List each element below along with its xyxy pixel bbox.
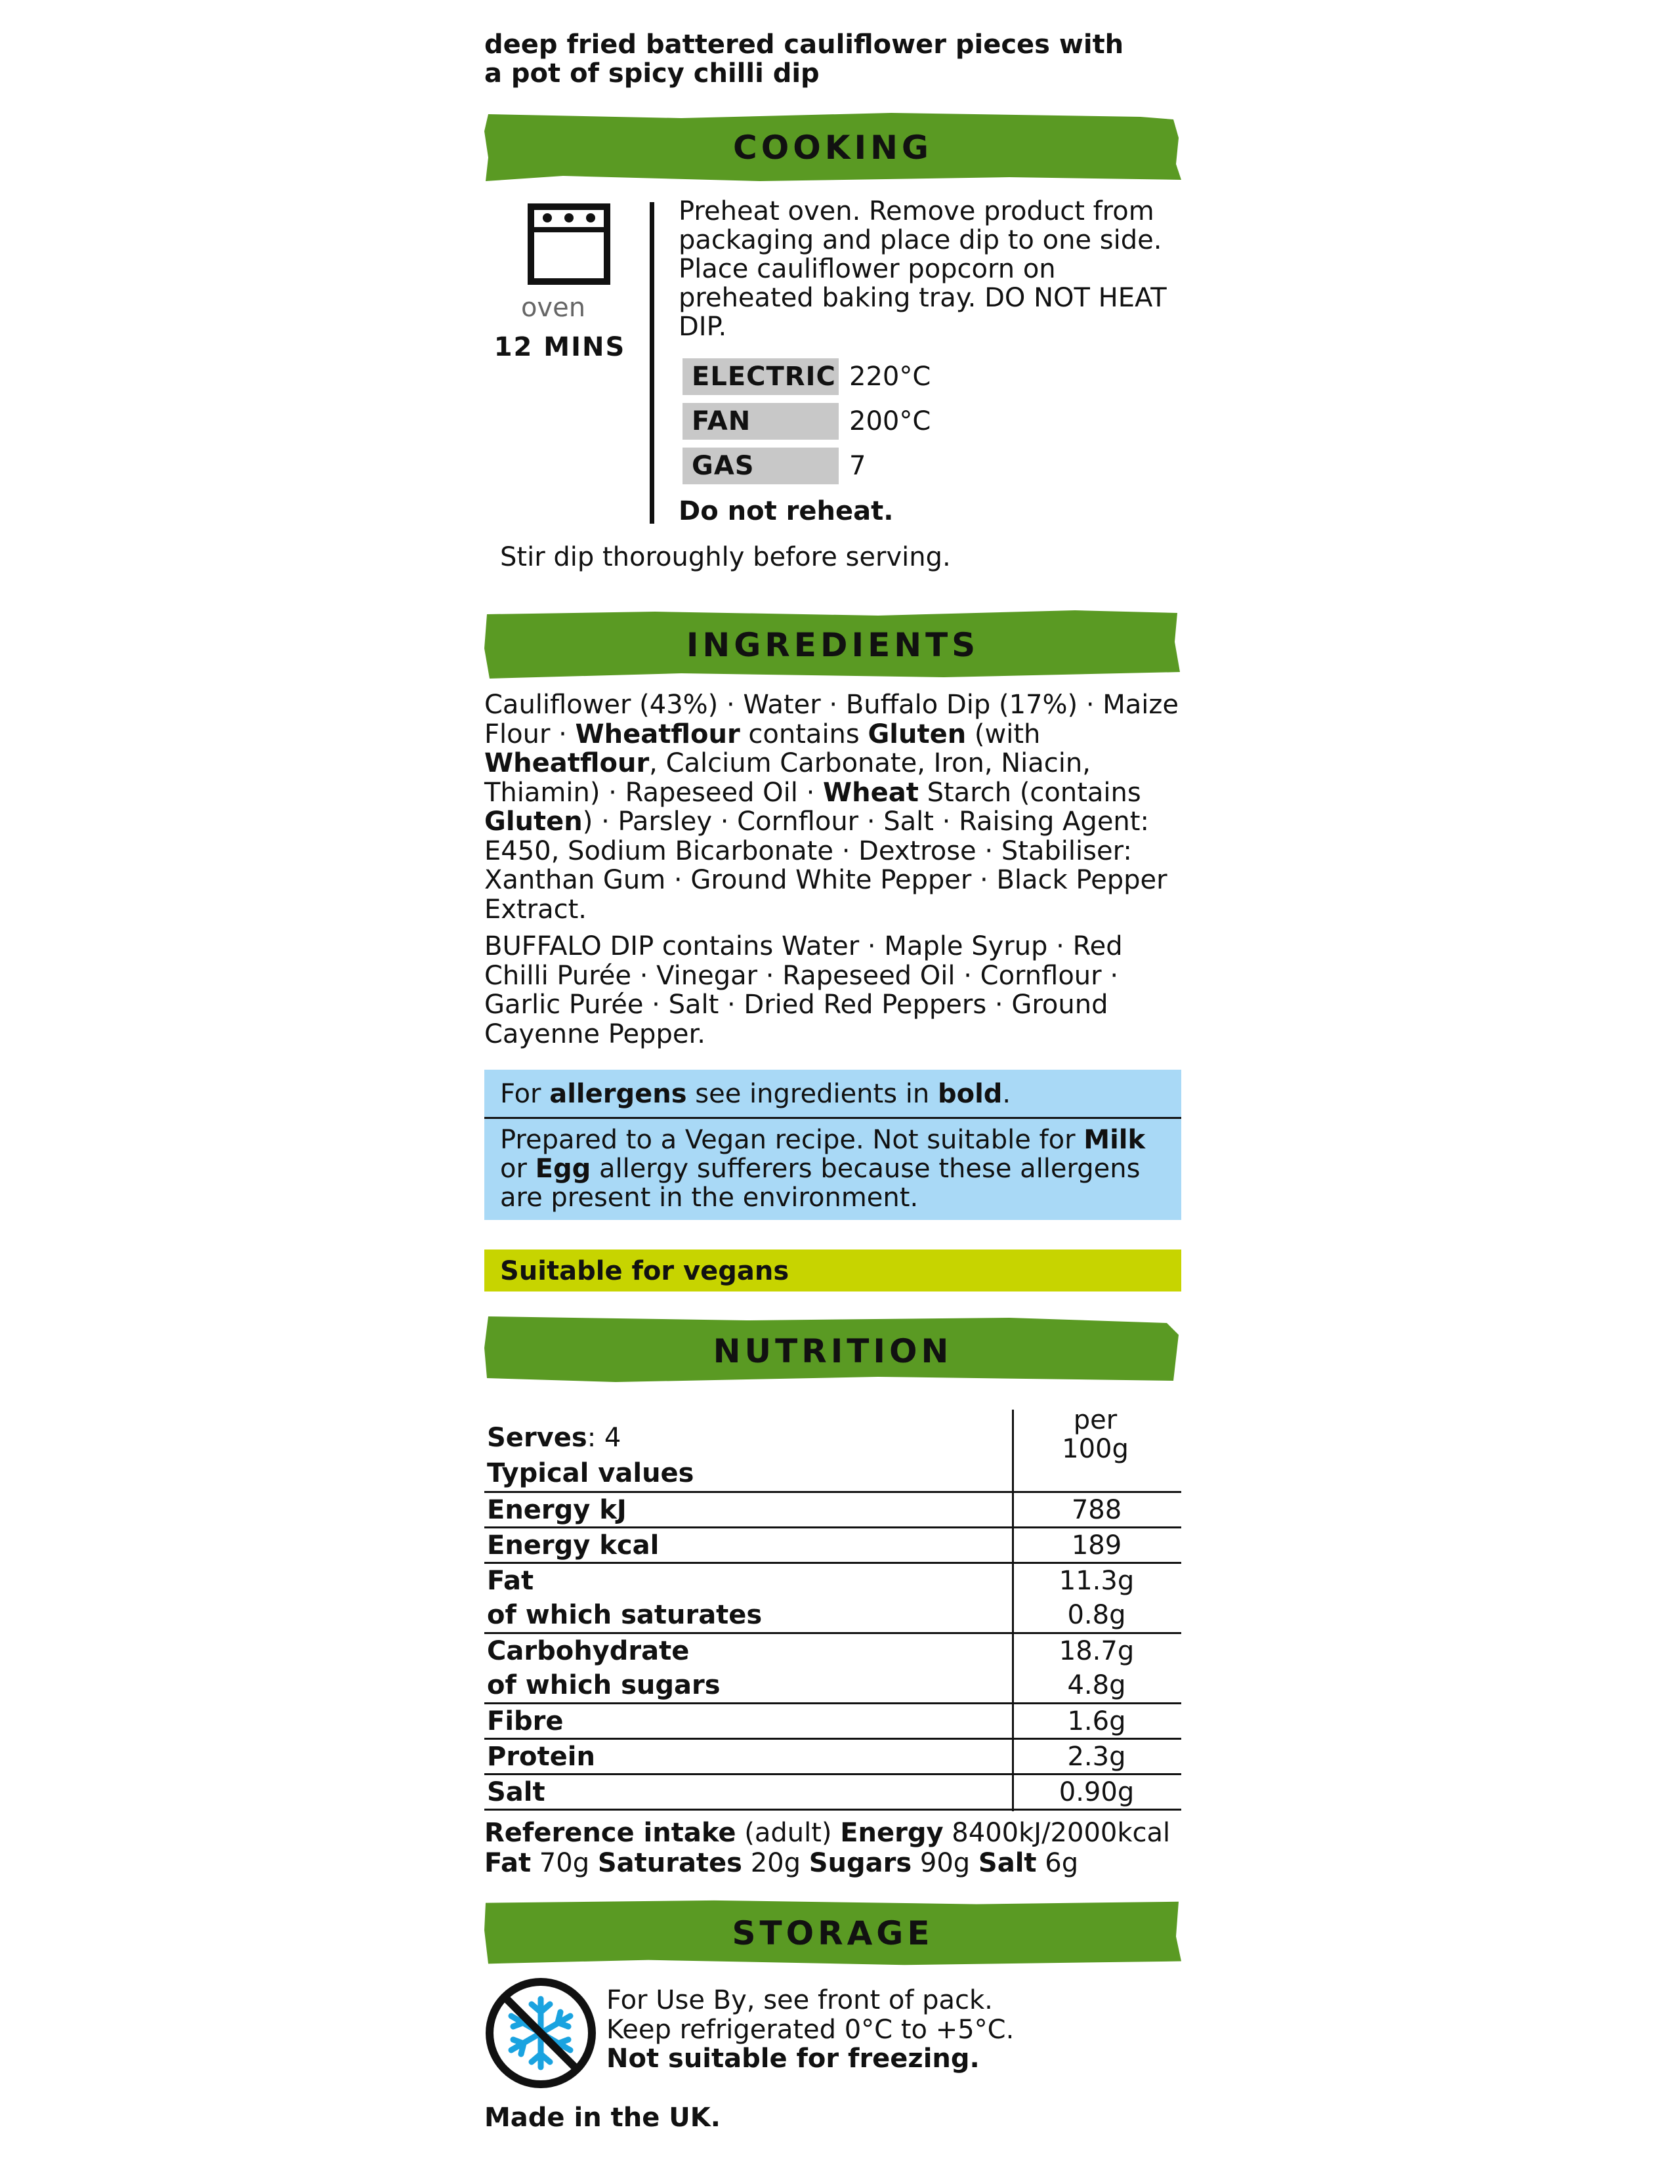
oven-icon: [528, 203, 610, 285]
nutrition-table-header: [484, 1405, 1181, 1493]
per-amount: 100g: [1062, 1434, 1129, 1464]
nutrient-label: Energy kcal: [487, 1530, 660, 1561]
table-row: [484, 1775, 1181, 1811]
nutrient-label: Energy kJ: [487, 1495, 627, 1525]
nutrient-sub-value: 4.8g: [1067, 1670, 1126, 1700]
nutrient-value: 2.3g: [1067, 1742, 1126, 1772]
stir-note: Stir dip thoroughly before serving.: [500, 542, 951, 572]
vegan-recipe-note: Prepared to a Vegan recipe. Not suitable for Milk or Egg allergy sufferers because these allergens are present in the environment.: [500, 1125, 1146, 1213]
use-by-note: For Use By, see front of pack.: [606, 1985, 993, 2015]
serves: [487, 1423, 621, 1453]
no-reheat-note: Do not reheat.: [679, 496, 894, 526]
temp-label: FAN: [682, 403, 839, 440]
serves-value: : 4: [587, 1423, 621, 1453]
cooking-title: COOKING: [733, 129, 933, 167]
nutrient-value: 189: [1071, 1530, 1122, 1561]
product-description: deep fried battered cauliflower pieces with a pot of spicy chilli dip: [484, 30, 1124, 89]
cooking-header: [484, 112, 1181, 184]
cooking-time: 12 MINS: [494, 332, 626, 362]
no-freeze-icon: [484, 1977, 597, 2090]
cooking-instructions: Preheat oven. Remove product from packaging and place dip to one side. Place cauliflower popcorn on preheated baking tray. DO NOT HEAT DIP.: [679, 196, 1167, 342]
nutrient-label: Fibre: [487, 1706, 564, 1736]
nutrient-label: Fat: [487, 1566, 534, 1596]
oven-label: oven: [520, 293, 586, 323]
ingredients-main: Cauliflower (43%) · Water · Buffalo Dip (17%) · Maize Flour · Wheatflour contains Gluten (with Wheatflour, Calcium Carbonate, Iron, Niacin, Thiamin) · Rapeseed Oil · Wheat Starch (contains Gluten) · Parsley · Cornflour · Salt · Raising Agent: E450, Sodium Bicarbonate · Dextrose · Stabiliser: Xanthan Gum · Ground White Pepper · Black Pepper Extract.: [484, 690, 1179, 925]
divider: [650, 202, 654, 524]
table-row: [484, 1564, 1181, 1634]
temp-label: GAS: [682, 448, 839, 484]
temp-value: 7: [849, 451, 866, 481]
storage-header: [484, 1899, 1181, 1967]
table-row: [484, 1528, 1181, 1564]
nutrient-value: 788: [1071, 1495, 1122, 1525]
nutrient-sub-label: of which saturates: [487, 1600, 763, 1630]
per-100g-header: [1009, 1406, 1181, 1463]
nutrient-label: Carbohydrate: [487, 1636, 690, 1666]
nutrition-header: [484, 1315, 1181, 1387]
table-row: [484, 1634, 1181, 1704]
nutrient-value: 11.3g: [1059, 1566, 1135, 1596]
temp-value: 220°C: [849, 362, 931, 392]
table-column-divider: [1012, 1410, 1014, 1811]
storage-instructions: [606, 1986, 1014, 2074]
nutrient-label: Salt: [487, 1777, 545, 1807]
temp-label: ELECTRIC: [682, 358, 839, 395]
ingredients-header: [484, 609, 1181, 681]
nutrient-label: Protein: [487, 1742, 595, 1772]
ingredients-list: [484, 690, 1181, 1057]
storage-title: STORAGE: [732, 1914, 934, 1952]
ingredients-dip: BUFFALO DIP contains Water · Maple Syrup · Red Chilli Purée · Vinegar · Rapeseed Oil · Cornflour · Garlic Purée · Salt · Dried Red Peppers · Ground Cayenne Pepper.: [484, 931, 1123, 1049]
nutrition-table: [484, 1405, 1181, 1811]
allergen-note: For allergens see ingredients in bold.: [484, 1070, 1181, 1119]
typical-values-label: Typical values: [487, 1458, 694, 1488]
table-row: [484, 1493, 1181, 1528]
country-of-origin: Made in the UK.: [484, 2103, 721, 2133]
nutrient-sub-label: of which sugars: [487, 1670, 721, 1700]
reference-intake: Reference intake (adult) Energy 8400kJ/2000kcal Fat 70g Saturates 20g Sugars 90g Salt 6g: [484, 1818, 1171, 1878]
nutrition-title: NUTRITION: [713, 1332, 953, 1370]
nutrient-sub-value: 0.8g: [1067, 1600, 1126, 1630]
serves-label: Serves: [487, 1423, 587, 1453]
table-row: [484, 1740, 1181, 1775]
ingredients-title: INGREDIENTS: [686, 626, 980, 664]
table-row: [484, 1704, 1181, 1740]
nutrient-value: 18.7g: [1059, 1636, 1135, 1666]
temp-value: 200°C: [849, 406, 931, 436]
allergen-box: [484, 1070, 1181, 1220]
nutrient-value: 0.90g: [1059, 1777, 1135, 1807]
per-label: per: [1073, 1405, 1118, 1435]
vegan-badge: Suitable for vegans: [484, 1250, 1181, 1292]
nutrient-value: 1.6g: [1067, 1706, 1126, 1736]
freezing-note: Not suitable for freezing.: [606, 2044, 980, 2074]
refrigerate-note: Keep refrigerated 0°C to +5°C.: [606, 2014, 1015, 2045]
